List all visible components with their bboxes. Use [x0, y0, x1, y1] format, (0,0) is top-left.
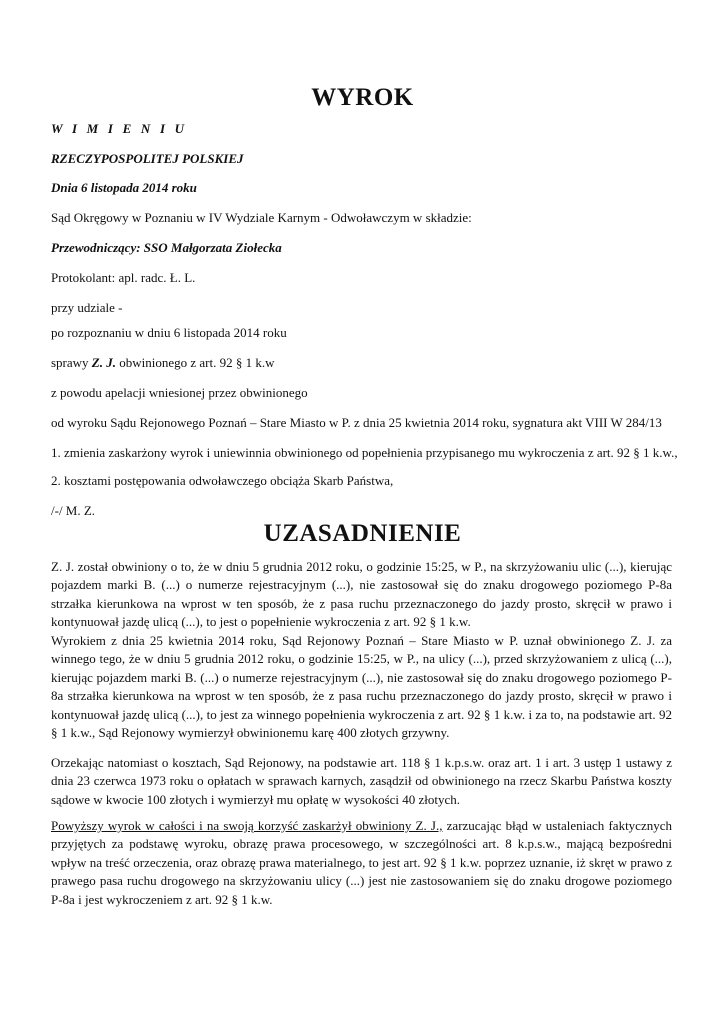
justification-paragraph: Orzekając natomiast o kosztach, Sąd Rejonowy, na podstawie art. 118 § 1 k.p.s.w. oraz art. 1 i art. 3 ustęp 1 ustawy z dnia 23 czerwca 1973 roku o opłatach w sprawach karnych, zasądził od obwinionego na rzecz Skarbu Państwa koszty sądowe w kwocie 100 złotych i wymierzył mu opłatę w wysokości 40 złotych.: [51, 755, 672, 807]
justification-paragraph: [51, 817, 672, 909]
recorder: Protokolant: apl. radc. Ł. L.: [51, 270, 196, 285]
lower-court-ruling: od wyroku Sądu Rejonowego Poznań – Stare Miasto w P. z dnia 25 kwietnia 2014 roku, sygnatura akt VIII W 284/13: [51, 415, 662, 430]
case-suffix: obwinionego z art. 92 § 1 k.w: [116, 355, 275, 370]
appeal-reason: z powodu apelacji wniesionej przez obwinionego: [51, 385, 308, 400]
verdict-date: Dnia 6 listopada 2014 roku: [51, 180, 197, 195]
w-imieniu: W I M I E N I U: [51, 121, 188, 136]
case-line: [51, 355, 275, 371]
appeal-grounds: zarzucając błąd w ustaleniach faktycznych przyjętych za podstawę wyroku, obrazę prawa procesowego, w szczególności art. 8 k.p.s.w., mającą bezpośredni wpływ na treść orzeczenia, oraz obrazę prawa materialnego, to jest art. 92 § 1 k.w. poprzez uznanie, iż skręt w prawo z prawego pasa ruchu drogowego na skrzyżowaniu ulicy (...) jest nie zastosowaniem się do znaku drogowe poziomego P-8a i jest wykroczeniem z art. 92 § 1 k.w.: [51, 818, 672, 907]
rzeczypospolitej: RZECZYPOSPOLITEJ POLSKIEJ: [51, 151, 244, 166]
participation: przy udziale -: [51, 300, 123, 315]
justification-title: UZASADNIENIE: [263, 520, 462, 547]
hearing-date: po rozpoznaniu w dniu 6 listopada 2014 roku: [51, 325, 287, 340]
ruling-item: 1. zmienia zaskarżony wyrok i uniewinnia obwinionego od popełnienia przypisanego mu wykroczenia z art. 92 § 1 k.w.,: [51, 445, 678, 460]
appeal-statement: Powyższy wyrok w całości i na swoją korzyść zaskarżył obwiniony Z. J.,: [51, 818, 443, 833]
court-composition: Sąd Okręgowy w Poznaniu w IV Wydziale Karnym - Odwoławczym w składzie:: [51, 210, 472, 225]
justification-paragraph: Z. J. został obwiniony o to, że w dniu 5 grudnia 2012 roku, o godzinie 15:25, w P., na skrzyżowaniu ulic (...), kierując pojazdem marki B. (...) o numerze rejestracyjnym (...), nie zastosował się do znaku drogowego poziomego P-8a strzałka kierunkowa na wprost w ten sposób, że z pasa ruchu przeznaczonego do jazdy prosto, skręcił w prawo i kontynuował jazdę ulicą (...), to jest o popełnienie wykroczenia z art. 92 § 1 k.w.: [51, 559, 672, 630]
case-prefix: sprawy: [51, 355, 92, 370]
presiding-judge: Przewodniczący: SSO Małgorzata Ziołecka: [51, 240, 282, 255]
ruling-item: 2. kosztami postępowania odwoławczego obciąża Skarb Państwa,: [51, 473, 394, 488]
signature: /-/ M. Z.: [51, 503, 96, 518]
justification-paragraph: Wyrokiem z dnia 25 kwietnia 2014 roku, Sąd Rejonowy Poznań – Stare Miasto w P. uznał obwinionego Z. J. za winnego tego, że w dniu 5 grudnia 2012 roku, o godzinie 15:25, w P., na ulicy (...), przed skrzyżowaniem z ulicą (...), kierując pojazdem marki B. (...) o numerze rejestracyjnym (...), nie zastosował się do znaku drogowego poziomego P-8a strzałka kierunkowa na wprost w ten sposób, że z pasa ruchu przeznaczonego do jazdy prosto, skręcił w prawo i kontynuował jazdę ulicą (...), to jest za winnego popełnienia wykroczenia z art. 92 § 1 k.w. i za to, na podstawie art. 92 § 1 k.w., Sąd Rejonowy wymierzył obwinionemu karę 400 złotych grzywny.: [51, 633, 672, 741]
verdict-title: WYROK: [311, 84, 414, 111]
defendant-name: Z. J.: [91, 355, 116, 370]
